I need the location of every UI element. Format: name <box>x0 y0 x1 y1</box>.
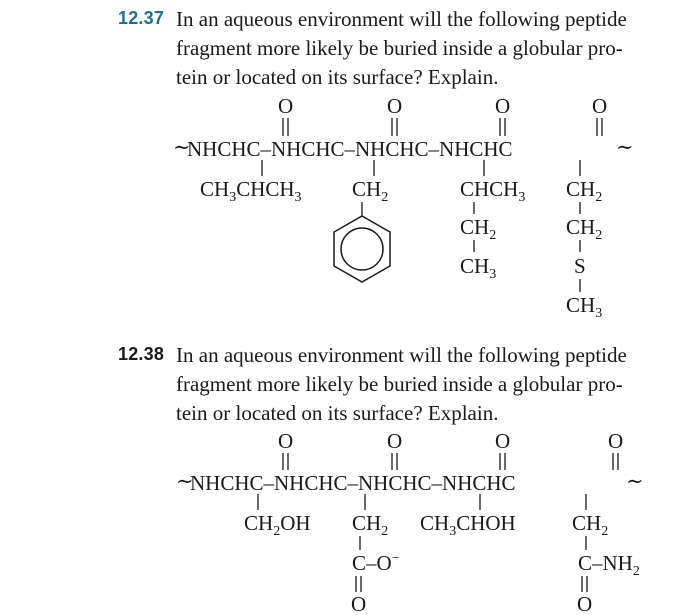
svg-text:O: O <box>592 94 608 118</box>
carbonyl-oxygens <box>278 429 623 470</box>
svg-text:CH2: $CH_2$ <box>352 511 389 539</box>
svg-text:∼: ∼ <box>176 469 194 493</box>
backbone <box>176 469 644 495</box>
problem-text-line: In an aqueous environment will the following peptide <box>176 343 627 367</box>
svg-text:CH2: $CH_2$ <box>572 511 609 539</box>
problem-text-line: tein or located on its surface? Explain. <box>176 65 499 89</box>
svg-text:O: O <box>278 429 294 453</box>
svg-text:S: S <box>574 254 586 278</box>
side-chains <box>244 511 640 615</box>
svg-text:NHCHC–NHCHC–NHCHC–NHCHC: NHCHC–NHCHC–NHCHC–NHCHC <box>187 137 513 161</box>
svg-text:CH2: $CH_2$ <box>566 177 603 205</box>
svg-text:CH2: $CH_2$ <box>352 177 389 205</box>
svg-text:CH3CHOH: $CH_3CHOH$ <box>420 511 516 539</box>
svg-text:O: O <box>278 94 294 118</box>
svg-text:O: O <box>495 94 511 118</box>
svg-text:∼: ∼ <box>626 469 644 493</box>
svg-text:O: O <box>608 429 624 453</box>
svg-text:O: O <box>387 429 403 453</box>
problem-number: 12.37 <box>118 8 165 28</box>
svg-text:CH3: $CH_3$ <box>566 293 603 321</box>
svg-text:CH3: $CH_3$ <box>460 254 497 282</box>
svg-text:CHCH3: $CHCH_3$ <box>460 177 526 205</box>
problem-number: 12.38 <box>118 344 165 364</box>
svg-text:CH3CHCH3: $CH_3CHCH_3$ <box>200 177 302 205</box>
problem-text-line: tein or located on its surface? Explain. <box>176 401 499 425</box>
problem-text-line: In an aqueous environment will the following peptide <box>176 7 627 31</box>
svg-text:C–NH2: $C-NH_2$ <box>578 551 640 579</box>
svg-text:CH2OH: $CH_2OH$ <box>244 511 311 539</box>
problem-text-line: fragment more likely be buried inside a globular pro- <box>176 36 623 60</box>
svg-text:CH2: $CH_2$ <box>566 215 603 243</box>
svg-text:O: O <box>577 592 593 615</box>
problem-text-line: fragment more likely be buried inside a globular pro- <box>176 372 623 396</box>
svg-text:NHCHC–NHCHC–NHCHC–NHCHC: NHCHC–NHCHC–NHCHC–NHCHC <box>190 471 516 495</box>
svg-text:CH2: $CH_2$ <box>460 215 497 243</box>
svg-text:C–O−: C–O− <box>352 551 400 575</box>
svg-text:O: O <box>387 94 403 118</box>
svg-text:∼: ∼ <box>173 135 191 159</box>
svg-text:∼: ∼ <box>616 135 634 159</box>
svg-text:O: O <box>495 429 511 453</box>
svg-text:O: O <box>351 592 367 615</box>
